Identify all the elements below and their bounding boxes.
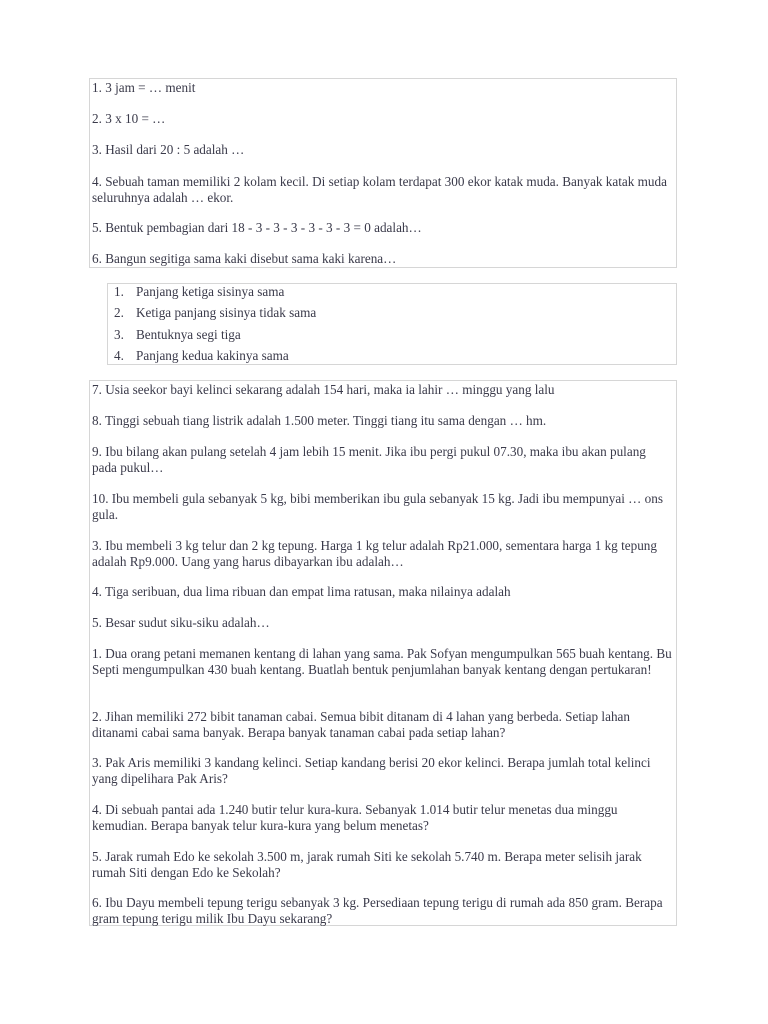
question-item: 2. 3 x 10 = … bbox=[92, 111, 166, 126]
question-item: 9. Ibu bilang akan pulang setelah 4 jam lebih 15 menit. Jika ibu pergi pukul 07.30, maka ibu akan pulang pada pukul… bbox=[92, 444, 646, 475]
option-number: 4. bbox=[114, 348, 124, 363]
question-item: 4. Sebuah taman memiliki 2 kolam kecil. Di setiap kolam terdapat 300 ekor katak muda. Banyak katak muda seluruhnya adalah … ekor. bbox=[92, 174, 667, 205]
question-item: 7. Usia seekor bayi kelinci sekarang adalah 154 hari, maka ia lahir … minggu yang lalu bbox=[92, 382, 555, 397]
question-item: 6. Ibu Dayu membeli tepung terigu sebanyak 3 kg. Persediaan tepung terigu di rumah ada 850 gram. Berapa gram tepung terigu milik Ibu Dayu sekarang? bbox=[92, 895, 663, 926]
option-number: 2. bbox=[114, 305, 124, 320]
question-item: 1. 3 jam = … menit bbox=[92, 80, 196, 95]
question-item: 3. Pak Aris memiliki 3 kandang kelinci. Setiap kandang berisi 20 ekor kelinci. Berapa jumlah total kelinci yang dipelihara Pak Aris? bbox=[92, 755, 651, 786]
option-text: Ketiga panjang sisinya tidak sama bbox=[136, 305, 317, 320]
question-item: 4. Tiga seribuan, dua lima ribuan dan empat lima ratusan, maka nilainya adalah bbox=[92, 584, 511, 599]
question-item: 5. Besar sudut siku-siku adalah… bbox=[92, 615, 270, 630]
question-item: 2. Jihan memiliki 272 bibit tanaman cabai. Semua bibit ditanam di 4 lahan yang berbeda. Setiap lahan ditanami cabai sama banyak. Berapa banyak tanaman cabai pada setiap lahan? bbox=[92, 709, 630, 740]
option-text: Panjang ketiga sisinya sama bbox=[136, 284, 285, 299]
option-item bbox=[114, 327, 672, 343]
question-item: 5. Jarak rumah Edo ke sekolah 3.500 m, jarak rumah Siti ke sekolah 5.740 m. Berapa meter selisih jarak rumah Siti dengan Edo ke Sekolah? bbox=[92, 849, 642, 880]
option-number: 3. bbox=[114, 327, 124, 342]
option-text: Panjang kedua kakinya sama bbox=[136, 348, 289, 363]
options-list bbox=[107, 283, 677, 365]
question-item: 3. Ibu membeli 3 kg telur dan 2 kg tepung. Harga 1 kg telur adalah Rp21.000, sementara harga 1 kg tepung adalah Rp9.000. Uang yang harus dibayarkan ibu adalah… bbox=[92, 538, 657, 569]
option-item bbox=[114, 348, 672, 364]
option-item bbox=[114, 284, 672, 300]
questions-block-2 bbox=[89, 380, 677, 926]
question-item: 6. Bangun segitiga sama kaki disebut sama kaki karena… bbox=[92, 251, 397, 266]
question-item: 5. Bentuk pembagian dari 18 - 3 - 3 - 3 - 3 - 3 - 3 = 0 adalah… bbox=[92, 220, 422, 235]
question-item: 1. Dua orang petani memanen kentang di lahan yang sama. Pak Sofyan mengumpulkan 565 buah kentang. Bu Septi mengumpulkan 430 buah kentang. Buatlah bentuk penjumlahan banyak kentang dengan pertukaran! bbox=[92, 646, 672, 677]
question-item: 8. Tinggi sebuah tiang listrik adalah 1.500 meter. Tinggi tiang itu sama dengan … hm. bbox=[92, 413, 547, 428]
question-item: 3. Hasil dari 20 : 5 adalah … bbox=[92, 142, 245, 157]
questions-block-1 bbox=[89, 78, 677, 268]
option-item bbox=[114, 305, 672, 321]
option-number: 1. bbox=[114, 284, 124, 299]
option-text: Bentuknya segi tiga bbox=[136, 327, 241, 342]
question-item: 10. Ibu membeli gula sebanyak 5 kg, bibi memberikan ibu gula sebanyak 15 kg. Jadi ibu mempunyai … ons gula. bbox=[92, 491, 663, 522]
question-item: 4. Di sebuah pantai ada 1.240 butir telur kura-kura. Sebanyak 1.014 butir telur menetas dua minggu kemudian. Berapa banyak telur kura-kura yang belum menetas? bbox=[92, 802, 618, 833]
